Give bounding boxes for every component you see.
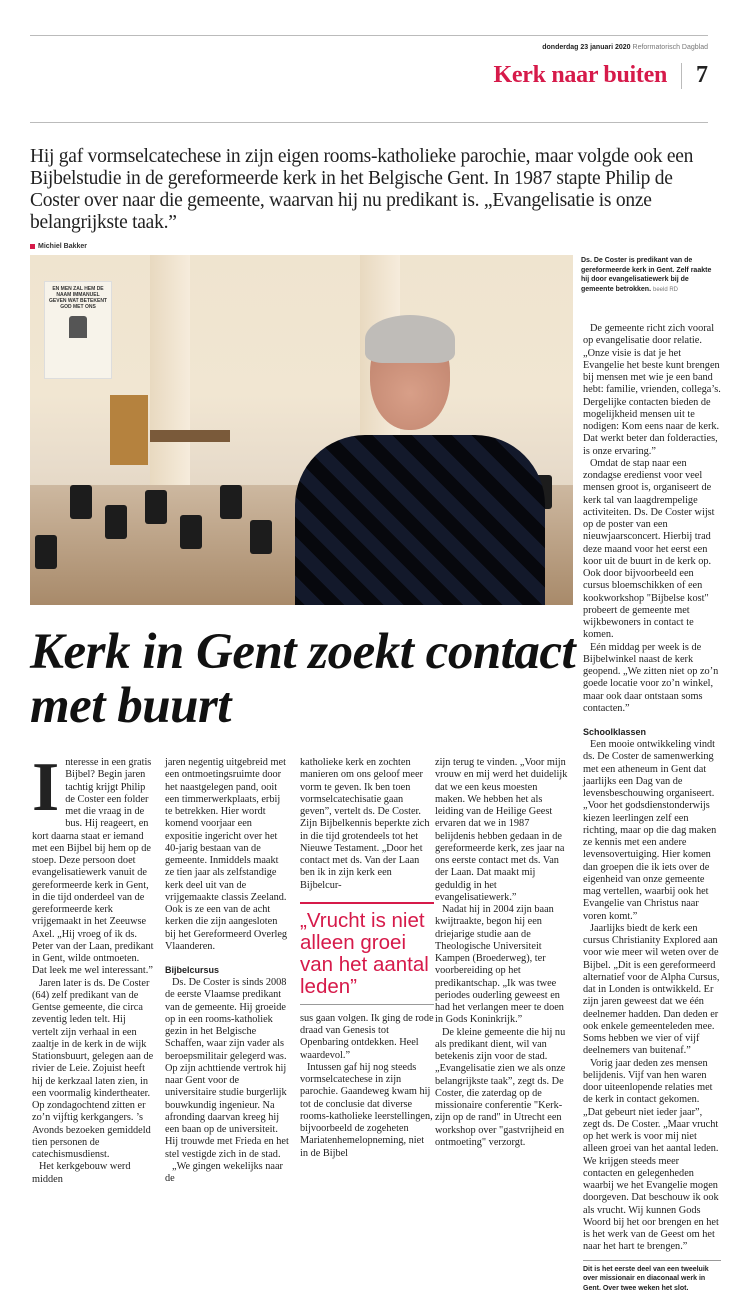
header-rule [30,122,708,123]
headline: Kerk in Gent zoekt contact met buurt [30,625,590,733]
paragraph: Jaarlijks biedt de kerk een cursus Christianity Explored aan voor wie meer wil weten over de Bijbel. „Dit is een gereformeerd alternatief voor de Alpha Cursus, dat in Londen is ontwikkeld. Er zijn jaren geweest dat we één deelnemer hadden. Dan deden er ook enkele gemeenteleden mee. Soms hebben we vier of vijf deelnemers van buitenaf.” [583,923,721,1058]
portrait-subject [295,315,545,605]
author: Michiel Bakker [38,242,87,251]
paragraph: Ds. De Coster is sinds 2008 de eerste Vlaamse predikant van de gemeente. Hij groeide op in een rooms-katholiek gezin in het Belgische Schaffen, waar zijn vader als beroepsmilitair gelegerd was. Op zijn achttiende vertrok hij naar Gent voor de universitaire studie burgerlijk bouwkundig ingenieur. Na afronding daarvan kreeg hij een baan op de universiteit. Hij trouwde met Frieda en het stel vestigde zich in de stad. [165,977,289,1161]
wall-poster [44,281,112,379]
paragraph: zijn terug te vinden. „Voor mijn vrouw en mij werd het duidelijk dat we een keus moesten maken. We hebben het als leiding van de Heilige Geest ervaren dat we in 1987 belijdenis hebben gedaan in de gereformeerde kerk, zes jaar na ons eerste contact met ds. Van der Laan. Dat maakt mij geduldig in het evangelisatiewerk.” [435,757,568,904]
paragraph: sus gaan volgen. Ik ging de rode draad van Genesis tot Openbaring ontdekken. Heel waardevol.” [300,1013,434,1062]
article-column-1 [32,757,154,1186]
paragraph: nteresse in een gratis Bijbel? Begin jaren tachtig krijgt Philip de Coster een folder met die vraag in de bus. Hij reageert, en kort daarna staat er iemand met een Bijbel bij hem op de stoep. Deze persoon doet evangelisatiewerk vanuit de gereformeerde kerk in Gent, in die tijd onderdeel van de gereformeerde kerk vrijgemaakt in het Zeeuwse Axel. „Hij vroeg of ik ds. Peter van der Laan, predikant in Gent, wilde ontmoeten. Dat leek me wel interessant.” [32,757,154,978]
photo-credit: beeld RD [653,287,678,293]
wall-beam [150,255,190,515]
publication-name: Reformatorisch Dagblad [633,44,708,51]
argyle-sweater [295,435,545,605]
lead-paragraph: Hij gaf vormselcatechese in zijn eigen rooms-katholieke parochie, maar volgde ook een Bijbelstudie in de gereformeerde kerk in het Belgische Gent. In 1987 stapte Philip de Coster over naar die gemeente, waarvan hij nu predikant is. „Evangelisatie is onze belangrijkste taak.” [30,146,716,234]
paragraph: Nadat hij in 2004 zijn baan kwijtraakte, begon hij een driejarige studie aan de Theologische Universiteit Kampen (Broederweg), ter voorbereiding op het predikantschap. „Ik was twee periodes ouderling geweest en had het verlangen meer te doen in Gods Koninkrijk.” [435,904,568,1027]
paragraph: „We gingen wekelijks naar de [165,1161,289,1186]
divider [681,63,682,89]
pulpit [110,395,148,465]
poster-figure [69,316,87,338]
chair [35,535,57,569]
caption-text: Ds. De Coster is predikant van de gereformeerde kerk in Gent. Zelf raakte hij door evangelisatiewerk bij de gemeente betrokken. [581,257,711,293]
paragraph: Vorig jaar deden zes mensen belijdenis. Vijf van hen waren door uiteenlopende relaties met de kerk in contact gekomen. „Dat gebeurt niet ieder jaar”, zegt ds. De Coster. „Maar vrucht op het werk is voor mij niet alleen groei van het aantal leden. We krijgen steeds meer contacten en gelegenheden waarbij we het Evangelie mogen doorgeven. Dat beschouw ik ook als vrucht. Wij kunnen Gods Woord bij het oor brengen en het is het werk van de Geest om het naar het hart te brengen.” [583,1058,721,1254]
subheading: Schoolklassen [583,726,721,739]
pull-quote: „Vrucht is niet alleen groei van het aantal leden” [300,902,434,1005]
lead-block [30,146,716,251]
top-rule [30,35,708,36]
dateline [542,44,708,51]
article-photo [30,255,573,605]
chair [250,520,272,554]
chair [220,485,242,519]
photo-caption [581,256,721,295]
section-title: Kerk naar buiten [494,62,667,89]
article-column-2 [165,757,289,1185]
date: donderdag 23 januari 2020 [542,44,630,51]
paragraph: Jaren later is ds. De Coster (64) zelf predikant van de Gentse gemeente, die circa zeventig leden telt. Hij vertelt zijn verhaal in een zaaltje in de kerk in de wijk Stationsbuurt, gelegen aan de rivier de Leie. Zojuist heeft hij de kerkzaal laten zien, in een voormalig kindertheater. Op zondagochtend zitten er zo’n vijftig kerkgangers. ’s Avonds bezoeken gemiddeld tien personen de catechismusdienst. [32,978,154,1162]
article-column-4 [435,757,568,1149]
chair [105,505,127,539]
paragraph: Een mooie ontwikkeling vindt ds. De Coster de samenwerking met een atheneum in Gent dat jaarlijks een Dag van de levensbeschouwing organiseert. „Voor het godsdienstonderwijs kiezen leerlingen zelf een richting, maar op die dag maken ze kennis met een andere levensovertuiging. Hier komen dan groepen die ik iets over de eigenheid van onze gemeente mag vertellen, waarbij ook het Evangelie van Christus naar voren komt.” [583,739,721,923]
series-note: Dit is het eerste deel van een tweeluik over missionair en diaconaal werk in Gent. Over twee weken het slot. [583,1260,721,1293]
paragraph: Het kerkgebouw werd midden [32,1161,154,1186]
paragraph: Omdat de stap naar een zondagse eredienst voor veel mensen groot is, organiseert de kerk tal van laagdrempelige activiteiten. Ds. De Coster wijst op de poster van een nieuwjaarsconcert. Hierbij trad deze maand voor het eerst een koor uit de buurt in de kerk op. Ook door bijvoorbeeld een cursus bloemschikken of een kookworkshop "Bijbelse kost" probeert de gemeente met wijkbewoners in contact te komen. [583,458,721,642]
section-header [494,62,708,89]
article-column-5 [583,323,721,1293]
paragraph: Eén middag per week is de Bijbelwinkel naast de kerk geopend. „We zitten niet op zo’n goede locatie voor zo’n winkel, maar ook daar ontstaan soms contacten.” [583,642,721,716]
paragraph: De gemeente richt zich vooral op evangelisatie door relatie. „Onze visie is dat je het Evangelie het beste kunt brengen bij mensen met wie je een band hebt: familie, vrienden, collega’s. Dergelijke contacten bieden de mogelijkheid mensen uit te nodigen: Kom eens naar de kerk. Dat werkt beter dan folderacties, is onze ervaring.” [583,323,721,458]
subheading: Bijbelcursus [165,964,289,977]
chair [180,515,202,549]
poster-text: EN MEN ZAL HEM DE NAAM IMMANUEL GEVEN WAT BETEKENT GOD MET ONS [49,286,107,310]
page-number: 7 [696,62,708,89]
byline-marker [30,244,35,249]
drop-cap: I [32,759,59,821]
article-column-3 [300,757,434,1160]
hair [365,315,455,363]
paragraph: jaren negentig uitgebreid met een ontmoetingsruimte door het naastgelegen pand, ooit een timmerwerkplaats, erbij te betrekken. Hier wordt komend voorjaar een expositie ingericht over het 40-jarig bestaan van de gemeente. Inmiddels maakt ze tien jaar als zelfstandige kerk deel uit van de vrijgemaakte classis Zeeland. Ook is ze een van de acht kerken die zijn aangesloten bij het Gereformeerd Overleg Vlaanderen. [165,757,289,953]
byline [30,242,716,251]
paragraph: De kleine gemeente die hij nu als predikant dient, wil van betekenis zijn voor de stad. „Evangelisatie zien we als onze belangrijkste taak”, zegt ds. De Coster, die zaterdag op de missionaire conferentie "Kerk-zijn op de rand" in Utrecht een workshop over "gastvrijheid en ontmoeting" verzorgt. [435,1027,568,1150]
paragraph: Intussen gaf hij nog steeds vormselcatechese in zijn parochie. Gaandeweg kwam hij tot de conclusie dat diverse rooms-katholieke leerstellingen, bijvoorbeeld de zogeheten Mariatenhemelopneming, niet in de Bijbel [300,1062,434,1160]
paragraph: katholieke kerk en zochten manieren om ons geloof meer vorm te geven. Ik ben toen vormselcatechisatie gaan geven”, vertelt ds. De Coster. Zijn Bijbelkennis beperkte zich in die tijd grotendeels tot het Nieuwe Testament. „Door het contact met ds. Van der Laan ben ik in zijn kerk een Bijbelcur- [300,757,434,892]
chair [70,485,92,519]
table [150,430,230,442]
chair [145,490,167,524]
